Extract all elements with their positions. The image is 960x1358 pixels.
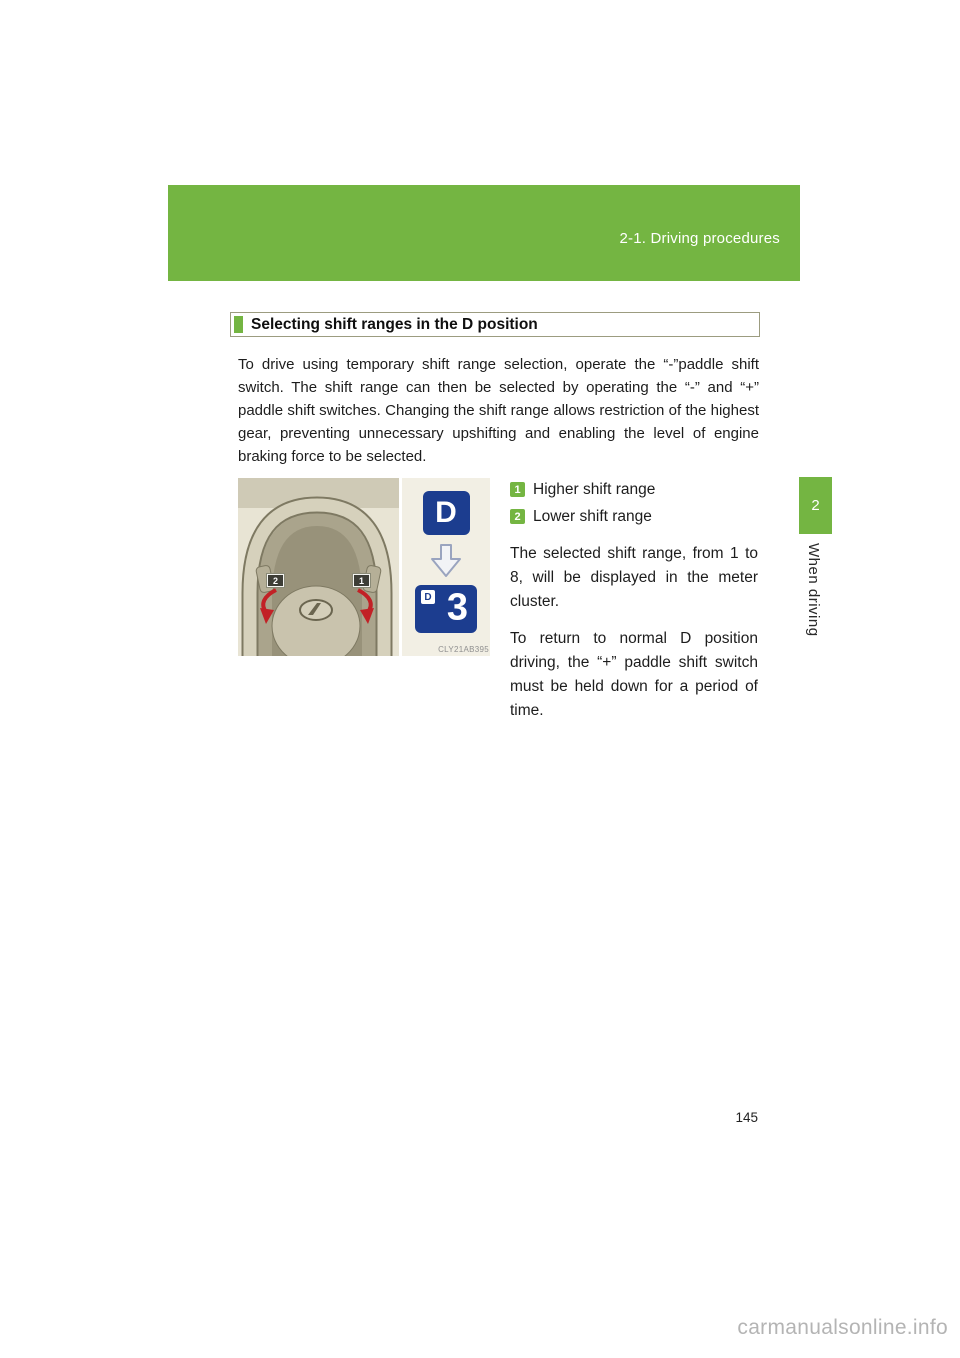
description-column xyxy=(510,478,758,723)
section-title-box xyxy=(230,312,760,337)
list-item xyxy=(510,505,758,529)
gear-position-indicator: D xyxy=(423,491,470,535)
steering-wheel-illustration xyxy=(238,478,399,656)
chapter-label-vertical: When driving xyxy=(805,543,822,637)
list-item xyxy=(510,478,758,502)
shift-range-d-badge: D xyxy=(421,590,435,604)
bullet-1-marker: 1 xyxy=(510,482,525,497)
down-arrow-icon xyxy=(429,544,463,578)
meter-paragraph: The selected shift range, from 1 to 8, will be displayed in the meter cluster. xyxy=(510,545,758,610)
shift-range-display xyxy=(415,585,477,633)
breadcrumb: 2-1. Driving procedures xyxy=(619,229,780,247)
section-accent-icon xyxy=(234,316,243,333)
return-paragraph: To return to normal D position driving, the “+” paddle shift switch must be held down for a period of time. xyxy=(510,630,758,719)
header-band xyxy=(168,185,800,281)
steering-wheel-graphic xyxy=(238,478,399,656)
figure xyxy=(238,478,490,656)
paddle-label-2: 2 xyxy=(267,574,284,587)
chapter-number-tab: 2 xyxy=(799,477,832,534)
bullet-2-marker: 2 xyxy=(510,509,525,524)
meter-display-illustration xyxy=(402,478,490,656)
bullet-2-text: Lower shift range xyxy=(533,508,652,525)
bullet-1-text: Higher shift range xyxy=(533,481,656,498)
watermark: carmanualsonline.info xyxy=(737,1316,948,1339)
figure-code: CLY21AB395 xyxy=(438,645,489,654)
page-number: 145 xyxy=(735,1110,758,1125)
shift-range-number: 3 xyxy=(446,586,468,629)
intro-paragraph: To drive using temporary shift range selection, operate the “-”paddle shift switch. The shift range can then be selected by operating the “-” and “+” paddle shift switches. Changing the shift range allows restriction of the highest gear, preventing unnecessary upshifting and enabling the level of engine braking force to be selected. xyxy=(238,356,759,465)
section-title: Selecting shift ranges in the D position xyxy=(251,315,538,333)
paddle-label-1: 1 xyxy=(353,574,370,587)
